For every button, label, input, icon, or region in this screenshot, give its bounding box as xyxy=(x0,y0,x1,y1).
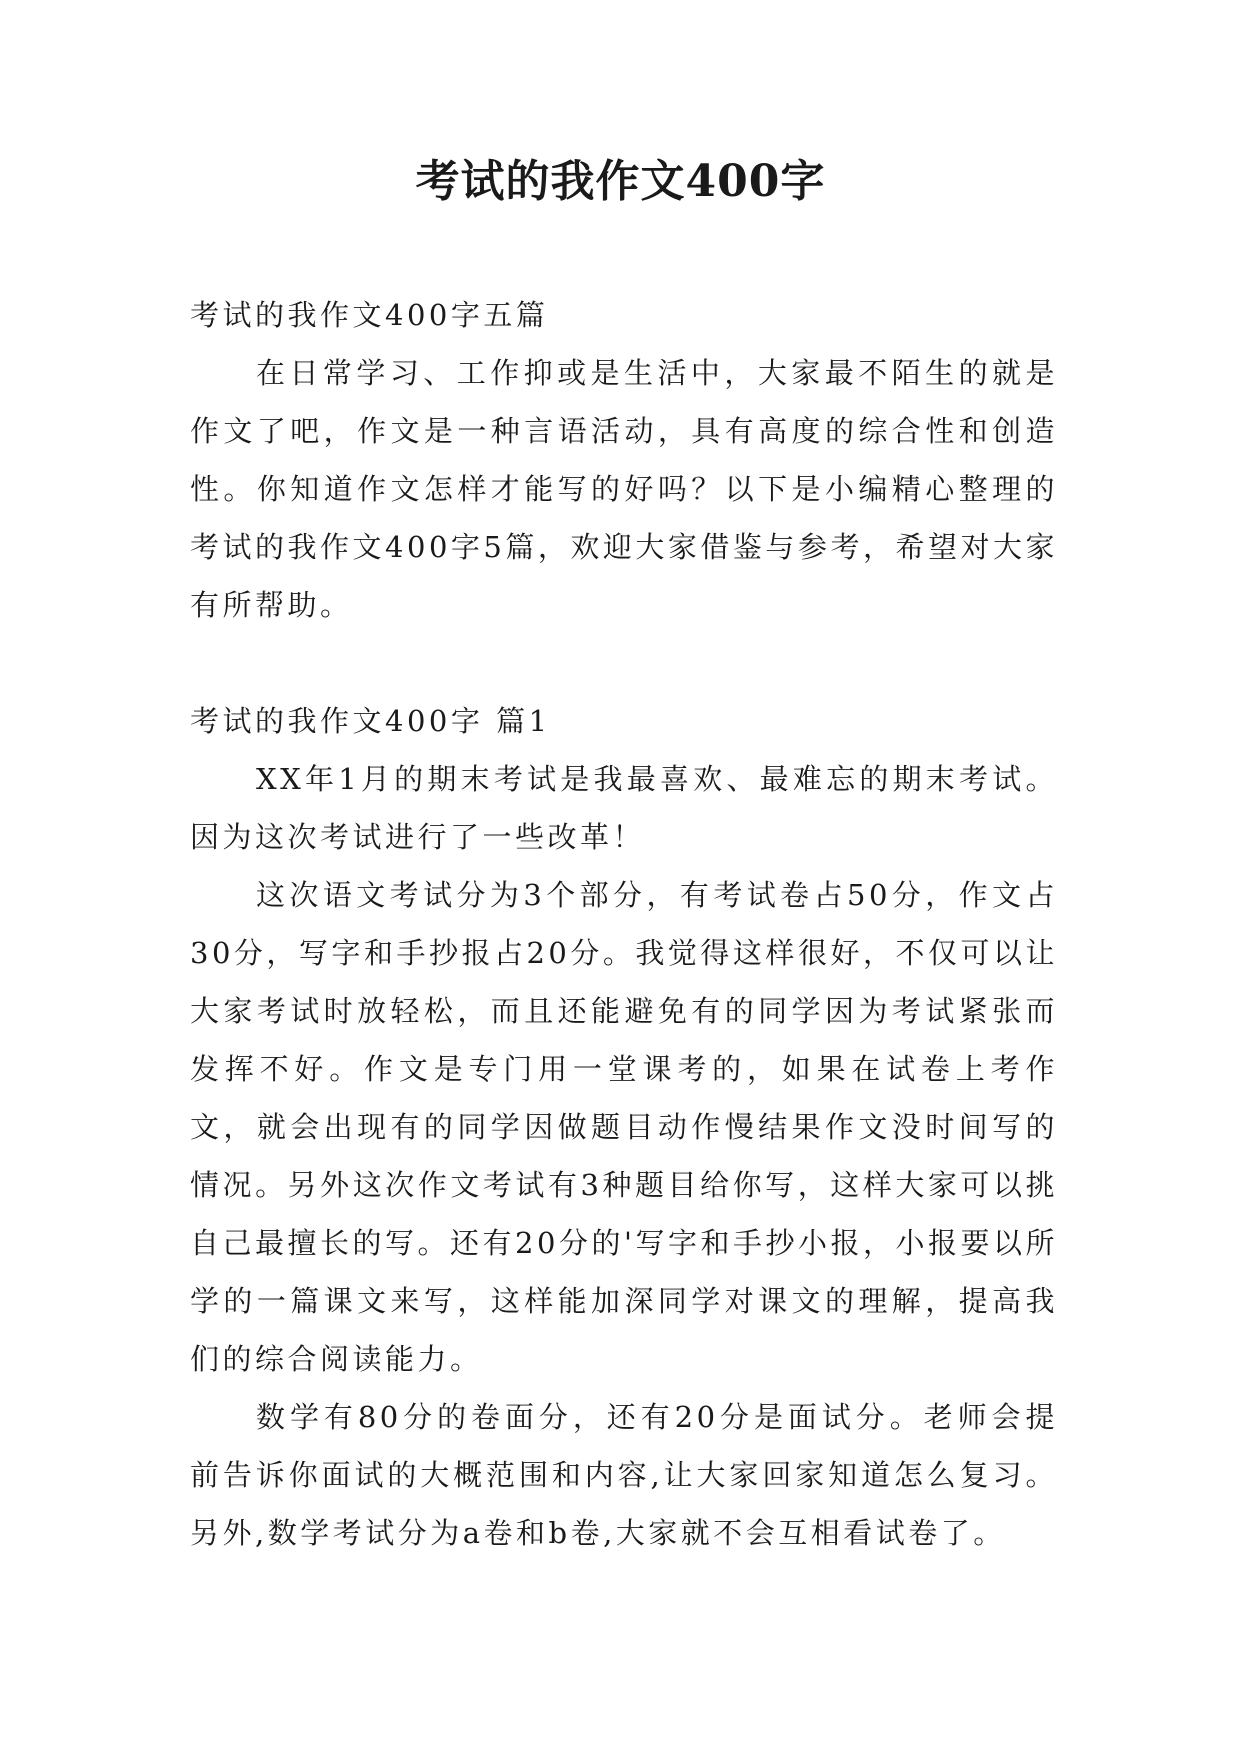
document-subtitle: 考试的我作文400字五篇 xyxy=(190,298,549,332)
section-body xyxy=(190,750,1058,1562)
body-paragraph-3: 数学有80分的卷面分，还有20分是面试分。老师会提前告诉你面试的大概范围和内容,让大家回家知道怎么复习。另外,数学考试分为a卷和b卷,大家就不会互相看试卷了。 xyxy=(190,1400,1058,1550)
intro-paragraph: 在日常学习、工作抑或是生活中，大家最不陌生的就是作文了吧，作文是一种言语活动，具有高度的综合性和创造性。你知道作文怎样才能写的好吗？以下是小编精心整理的考试的我作文400字5篇，欢迎大家借鉴与参考，希望对大家有所帮助。 xyxy=(190,356,1058,622)
body-paragraph-1: XX年1月的期末考试是我最喜欢、最难忘的期末考试。因为这次考试进行了一些改革！ xyxy=(190,762,1058,854)
section-heading: 考试的我作文400字 篇1 xyxy=(190,704,551,738)
document-title: 考试的我作文400字 xyxy=(415,156,826,207)
body-paragraph-2: 这次语文考试分为3个部分，有考试卷占50分，作文占30分，写字和手抄报占20分。我觉得这样很好，不仅可以让大家考试时放轻松，而且还能避免有的同学因为考试紧张而发挥不好。作文是专门用一堂课考的，如果在试卷上考作文，就会出现有的同学因做题目动作慢结果作文没时间写的情况。另外这次作文考试有3种题目给你写，这样大家可以挑自己最擅长的写。还有20分的'写字和手抄小报，小报要以所学的一篇课文来写，这样能加深同学对课文的理解，提高我们的综合阅读能力。 xyxy=(190,878,1058,1376)
